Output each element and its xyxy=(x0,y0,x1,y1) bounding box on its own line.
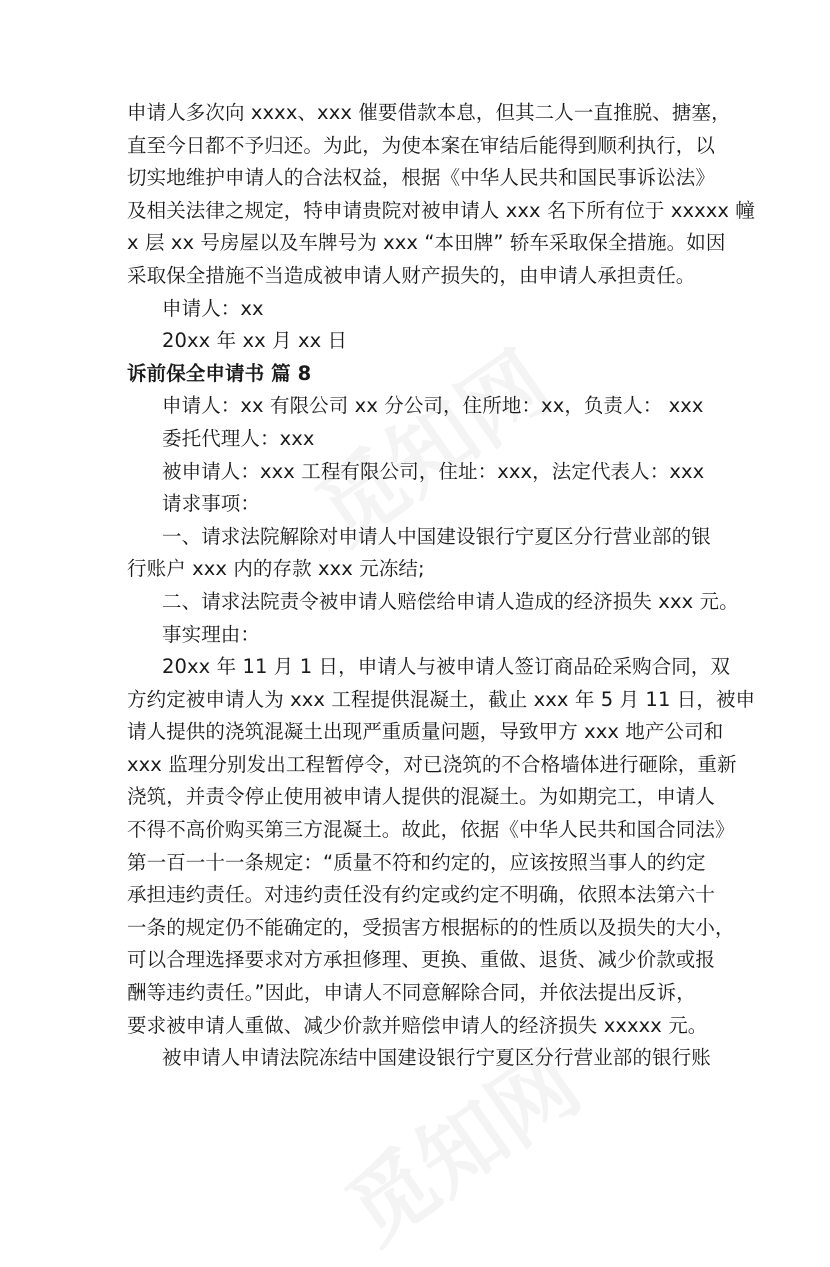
text-line: 一条的规定仍不能确定的，受损害方根据标的的性质以及损失的大小， xyxy=(127,915,735,939)
text-line: 及相关法律之规定，特申请贵院对被申请人 xxx 名下所有位于 xxxxx 幢 xyxy=(127,198,755,222)
text-line: 被申请人申请法院冻结中国建设银行宁夏区分行营业部的银行账 xyxy=(162,1046,711,1070)
text-line: 被申请人：xxx 工程有限公司，住址：xxx，法定代表人：xxx xyxy=(162,459,705,483)
text-line: 20xx 年 11 月 1 日，申请人与被申请人签订商品砼采购合同，双 xyxy=(162,655,731,679)
text-line: 可以合理选择要求对方承担修理、更换、重做、退货、减少价款或报 xyxy=(127,948,716,972)
text-line: 请求事项： xyxy=(162,492,261,516)
text-line: 采取保全措施不当造成被申请人财产损失的，由申请人承担责任。 xyxy=(127,263,696,287)
text-line: 委托代理人：xxx xyxy=(162,426,315,450)
text-line: 一、请求法院解除对申请人中国建设银行宁夏区分行营业部的银 xyxy=(162,524,711,548)
text-line: 承担违约责任。对违约责任没有约定或约定不明确，依照本法第六十 xyxy=(127,883,716,907)
text-line: 第一百一十一条规定：“质量不符和约定的，应该按照当事人的约定 xyxy=(127,850,706,874)
text-line: 20xx 年 xx 月 xx 日 xyxy=(162,329,348,353)
text-line: 切实地维护申请人的合法权益，根据《中华人民共和国民事诉讼法》 xyxy=(127,166,716,190)
text-line: 申请人：xx xyxy=(162,296,264,320)
text-line: 不得不高价购买第三方混凝土。故此，依据《中华人民共和国合同法》 xyxy=(127,818,735,842)
section-heading: 诉前保全申请书 篇 8 xyxy=(127,361,312,385)
text-line: xxx 监理分别发出工程暂停令，对已浇筑的不合格墙体进行砸除，重新 xyxy=(127,752,737,776)
text-line: 酬等违约责任。”因此，申请人不同意解除合同，并依法提出反诉， xyxy=(127,981,696,1005)
text-line: 浇筑，并责令停止使用被申请人提供的混凝土。为如期完工，申请人 xyxy=(127,785,716,809)
text-line: 请人提供的浇筑混凝土出现严重质量问题，导致甲方 xxx 地产公司和 xyxy=(127,720,724,744)
text-line: 直至今日都不予归还。为此，为使本案在审结后能得到顺利执行，以 xyxy=(127,133,716,157)
text-line: 申请人多次向 xxxx、xxx 催要借款本息，但其二人一直推脱、搪塞， xyxy=(127,101,731,124)
text-line: 事实理由： xyxy=(162,622,261,646)
document-body xyxy=(127,97,756,1075)
text-line: 要求被申请人重做、减少价款并赔偿申请人的经济损失 xxxxx 元。 xyxy=(127,1013,708,1037)
text-line: 方约定被申请人为 xxx 工程提供混凝土，截止 xxx 年 5 月 11 日，被申 xyxy=(127,687,756,711)
text-line: 行账户 xxx 内的存款 xxx 元冻结; xyxy=(127,557,425,581)
text-line: 申请人：xx 有限公司 xx 分公司，住所地：xx，负责人： xxx xyxy=(162,394,704,418)
text-line: 二、请求法院责令被申请人赔偿给申请人造成的经济损失 xxx 元。 xyxy=(162,589,739,613)
text-line: x 层 xx 号房屋以及车牌号为 xxx “本田牌” 轿车采取保全措施。如因 xyxy=(127,231,726,255)
